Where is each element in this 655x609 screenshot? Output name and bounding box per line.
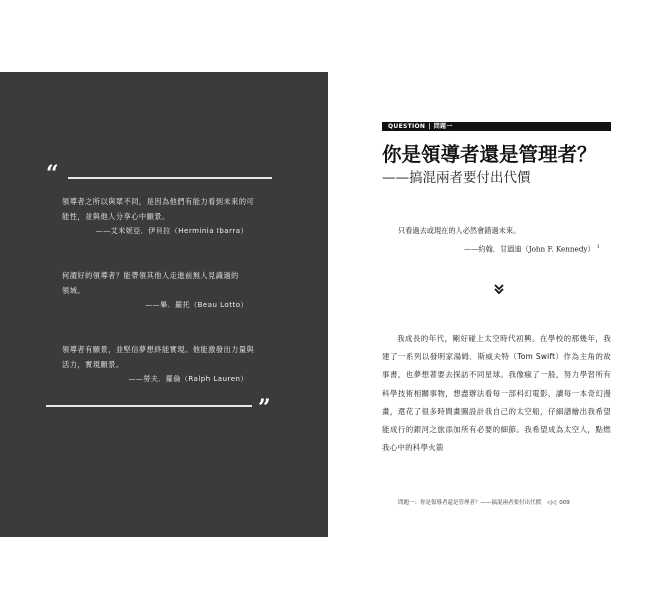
quote-attribution: ——勞夫．羅倫（Ralph Lauren） (128, 375, 248, 383)
quote-line: 領導者有願景，並堅信夢想終能實現。他能激發出力量與 (62, 345, 255, 354)
chapter-title: 你是領導者還是管理者？ (382, 143, 597, 166)
quote-line: 領導者之所以與眾不同，是因為他們有能力看到未來的可 (62, 197, 255, 206)
epigraph (398, 222, 608, 257)
page-number: 009 (559, 500, 570, 506)
quote-line: 領域。 (62, 286, 86, 295)
running-head: 問題一：你是領導者還是管理者？——搞混兩者要付出代價 (398, 500, 542, 506)
epigraph-text: 只看過去或現在的人必然會錯過未來。 (398, 226, 521, 235)
footnote-marker: 1 (596, 244, 600, 250)
question-label-bar (382, 122, 611, 131)
quote-attribution: ——畢．羅托（Beau Lotto） (145, 301, 248, 309)
question-label: QUESTION (388, 123, 426, 130)
double-chevron-down-icon (493, 283, 505, 295)
bottom-rule (46, 405, 252, 407)
question-number: 問題一 (433, 123, 453, 130)
page-footer (398, 498, 638, 506)
question-separator: | (428, 123, 431, 130)
body-text (382, 330, 611, 457)
epigraph-author: ——約翰．甘迺迪（John F. Kennedy） (464, 244, 595, 254)
quote-line: 何謂好的領導者？能帶領其他人走進前無人見識過的 (62, 271, 239, 280)
arrow-icon: ◁◁ (547, 499, 557, 506)
quote-attribution: ——艾米妮亞．伊貝拉（Herminia Ibarra） (95, 227, 248, 235)
chapter-subtitle: ——搞混兩者要付出代價 (382, 170, 531, 186)
close-quote-mark: ” (258, 395, 271, 421)
quote-line: 能性，並與他人分享心中願景。 (62, 212, 170, 221)
body-paragraph: 我成長的年代，剛好碰上太空時代初興。在學校的那幾年，我建了一系列以發明家湯姆．斯威夫特（Tom Swift）作為主角的故事書，也夢想著要去探訪不同星球。我像瘋了一般，努力學習所有科學技術相關事物，想盡辦法看每一部科幻電影，讀每一本奇幻漫畫，還花了很多時間畫圖設計我自己的太空船，仔細譜繪出我希望能成行的銀河之旅添加所有必要的細節。我希望成為太空人，點燃我心中的科學火箭 (382, 334, 611, 453)
epigraph-attribution (398, 239, 608, 257)
quote-line: 活力，實現願景。 (62, 360, 124, 369)
left-page (0, 72, 328, 537)
right-page (328, 72, 655, 537)
quote-ibarra (62, 194, 282, 239)
quote-lauren (62, 342, 282, 387)
quote-lotto (62, 268, 282, 313)
open-quote-mark: “ (46, 161, 59, 187)
top-rule (68, 177, 272, 179)
